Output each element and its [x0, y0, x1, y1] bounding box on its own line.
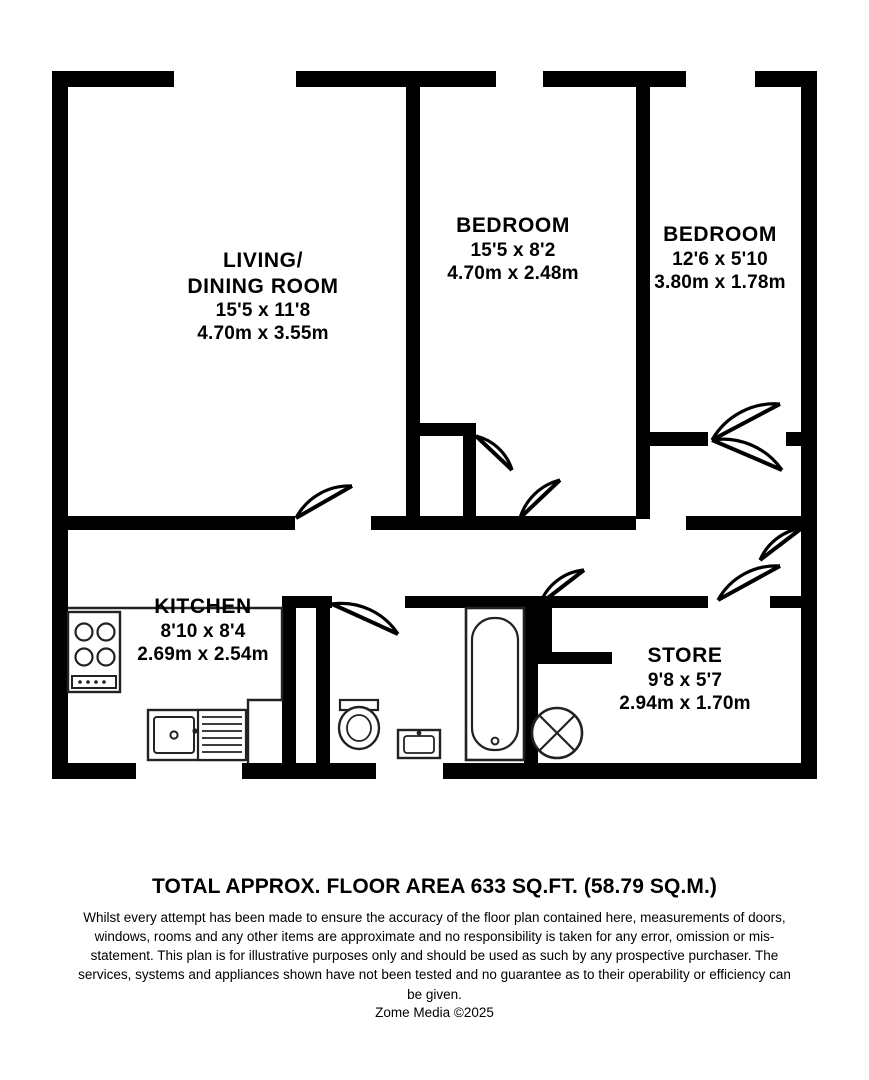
wall-bedroom2-hall-right: [786, 432, 817, 446]
door-bedroom1-panel: [520, 480, 560, 518]
wall-hall-upper-mid: [371, 516, 636, 530]
wall-exterior-top-c: [543, 71, 686, 87]
wall-exterior-bottom-c: [443, 763, 817, 779]
room-label-living-dining: [135, 248, 391, 346]
wall-bedroom2-hall: [650, 432, 708, 446]
wall-exterior-bottom-b: [242, 763, 376, 779]
bath-icon: [466, 608, 524, 760]
room-label-bedroom-1: [398, 213, 628, 285]
room-name: KITCHEN: [154, 595, 252, 618]
wall-bathroom-top-b: [405, 596, 538, 608]
wall-store-top: [538, 596, 708, 608]
room-name: LIVING/: [222, 249, 304, 272]
footer: [0, 875, 869, 1020]
room-name: BEDROOM: [456, 214, 570, 237]
room-name-line2: DINING ROOM: [187, 274, 339, 298]
room-dim-metric: 4.70m x 3.55m: [197, 323, 329, 345]
wall-hall-upper-left: [68, 516, 295, 530]
room-name: STORE: [647, 644, 723, 667]
room-dim-imperial: 15'5 x 8'2: [470, 239, 556, 261]
wall-bedroom1-cupboard-side: [463, 423, 476, 519]
credit-text: Zome Media ©2025: [375, 1004, 494, 1020]
disclaimer-text: Whilst every attempt has been made to ensure the accuracy of the floor plan contained here, measurements of doors, windows, rooms and any other items are approximate and no responsibility is taken for any error, omission or mis-statement. This plan is for illustrative purposes only and should be used as such by any prospective purchaser. The services, systems and appliances shown have not been tested and no guarantee as to their operability or efficiency can be given.: [78, 910, 791, 1002]
wall-bathroom-top-a: [316, 596, 332, 608]
room-dim-metric: 2.94m x 1.70m: [619, 692, 751, 714]
draining-board-icon: [198, 710, 246, 760]
wall-exterior-top-d: [755, 71, 817, 87]
basin-icon: [398, 730, 440, 758]
total-floor-area: TOTAL APPROX. FLOOR AREA 633 SQ.FT. (58.79 SQ.M.): [152, 875, 717, 898]
room-label-store: [585, 643, 785, 715]
room-dim-imperial: 8'10 x 8'4: [160, 620, 246, 642]
room-dim-imperial: 9'8 x 5'7: [647, 669, 723, 691]
room-dim-metric: 4.70m x 2.48m: [447, 262, 579, 284]
wall-exterior-right: [801, 71, 817, 779]
room-name: BEDROOM: [663, 223, 777, 246]
wall-living-bedroom1-lower: [406, 423, 420, 519]
room-dim-imperial: 12'6 x 5'10: [672, 248, 768, 270]
wall-exterior-top-b: [296, 71, 496, 87]
room-dim-imperial: 15'5 x 11'8: [215, 300, 311, 322]
room-label-bedroom-2: [610, 222, 830, 294]
toilet-icon: [339, 700, 379, 749]
room-label-kitchen: [95, 594, 311, 666]
door-hall-right-panel: [760, 528, 802, 560]
wall-store-right-stub: [770, 596, 817, 608]
wall-exterior-bottom-a: [52, 763, 136, 779]
wall-bedroom1-bedroom2: [636, 87, 650, 519]
wall-exterior-left: [52, 71, 68, 779]
door-cupboard-panel: [476, 436, 512, 470]
wall-exterior-top-a: [52, 71, 174, 87]
water-tank-icon: [532, 708, 582, 758]
wall-bathroom-left: [316, 596, 330, 763]
room-dim-metric: 3.80m x 1.78m: [654, 271, 786, 293]
room-dim-metric: 2.69m x 2.54m: [137, 643, 269, 665]
